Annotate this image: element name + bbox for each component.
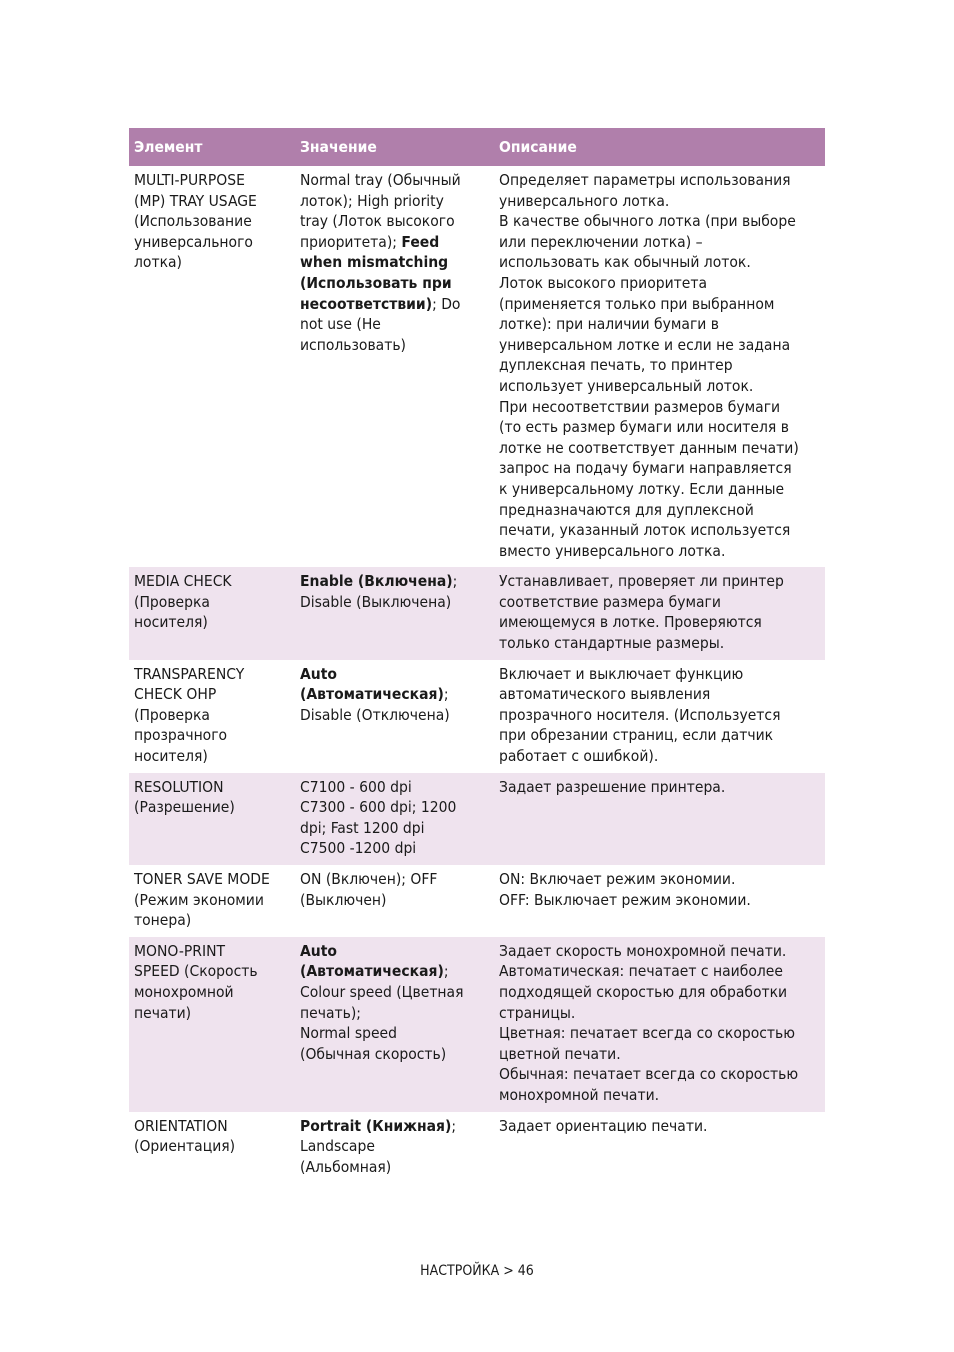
table-row [129, 1112, 825, 1184]
row-description: Включает и выключает функцию автоматического выявления прозрачного носителя. (Используется при обрезании страниц, если датчик работает с ошибкой). [499, 664, 781, 766]
value-segment: Normal tray (Обычный лоток); High priority tray (Лоток высокого приоритета); [300, 171, 461, 251]
table-body [129, 166, 825, 1183]
header-description: Описание [499, 137, 577, 156]
table-row [129, 865, 825, 937]
page-footer: НАСТРОЙКА > 46 [420, 1263, 534, 1279]
row-value [295, 166, 494, 567]
settings-table [129, 128, 825, 1183]
row-description: ON: Включает режим экономии. OFF: Выключает режим экономии. [499, 870, 751, 909]
table-row [129, 166, 825, 567]
row-element-name: ORIENTATION (Ориентация) [134, 1116, 236, 1156]
value-segment: ; Colour speed (Цветная печать); Normal speed (Обычная скорость) [300, 962, 464, 1063]
row-description: Задает скорость монохромной печати. Автоматическая: печатает с наиболее подходящей скоростью для обработки страницы. Цветная: печатает всегда со скоростью цветной печати. Обычная: печатает всегда со скоростью монохромной печати. [499, 941, 799, 1104]
table-row [129, 660, 825, 773]
value-segment: Portrait (Книжная) [300, 1116, 452, 1135]
value-segment: Enable (Включена) [300, 572, 453, 591]
row-description: Задает ориентацию печати. [499, 1116, 708, 1135]
value-segment: C7100 - 600 dpi C7300 - 600 dpi; 1200 dpi; Fast 1200 dpi C7500 -1200 dpi [300, 777, 457, 858]
header-value: Значение [300, 137, 377, 156]
row-element-name: MONO-PRINT SPEED (Скорость монохромной печати) [134, 941, 258, 1022]
value-segment: ; Landscape (Альбомная) [300, 1116, 457, 1176]
row-value [295, 1112, 494, 1184]
row-value [295, 660, 494, 773]
value-segment: Auto (Автоматическая) [300, 941, 444, 981]
row-element-name: MULTI-PURPOSE (MP) TRAY USAGE (Использование универсального лотка) [134, 171, 257, 272]
value-segment: ; Disable (Выключена) [300, 572, 458, 611]
value-segment: ; Do not use (Не использовать) [300, 294, 461, 354]
row-description: Задает разрешение принтера. [499, 777, 726, 796]
table-row [129, 567, 825, 659]
row-value [295, 567, 494, 659]
row-description: Определяет параметры использования универсального лотка. В качестве обычного лотка (при выборе или переключении лотка) – использовать как обычный лоток. Лоток высокого приоритета (применяется только при выбранном лотке): при наличии бумаги в универсальном лотке и если не задана дуплексная печать, то принтер использует универсальный лоток. При несоответствии размеров бумаги (то есть размер бумаги или носителя в лотке не соответствует данным печати) запрос на подачу бумаги направляется к универсальному лотку. Если данные предназначаются для дуплексной печати, указанный лоток используется вместо универсального лотка. [499, 171, 799, 560]
row-description: Устанавливает, проверяет ли принтер соответствие размера бумаги имеющемуся в лотке. Проверяются только стандартные размеры. [499, 572, 784, 653]
row-value [295, 865, 494, 937]
table-header-row [129, 128, 825, 166]
header-element: Элемент [134, 137, 203, 156]
row-element-name: TRANSPARENCY CHECK OHP (Проверка прозрачного носителя) [134, 664, 245, 766]
value-segment: ; Disable (Отключена) [300, 685, 450, 724]
table-row [129, 937, 825, 1112]
row-element-name: RESOLUTION (Разрешение) [134, 777, 235, 817]
row-element-name: TONER SAVE MODE (Режим экономии тонера) [134, 870, 270, 930]
row-value [295, 773, 494, 865]
table-row [129, 773, 825, 865]
value-segment: Feed when mismatching (Использовать при несоответствии) [300, 232, 452, 313]
value-segment: ON (Включен); OFF (Выключен) [300, 870, 438, 909]
value-segment: Auto (Автоматическая) [300, 664, 444, 704]
row-element-name: MEDIA CHECK (Проверка носителя) [134, 572, 232, 632]
row-value [295, 937, 494, 1112]
